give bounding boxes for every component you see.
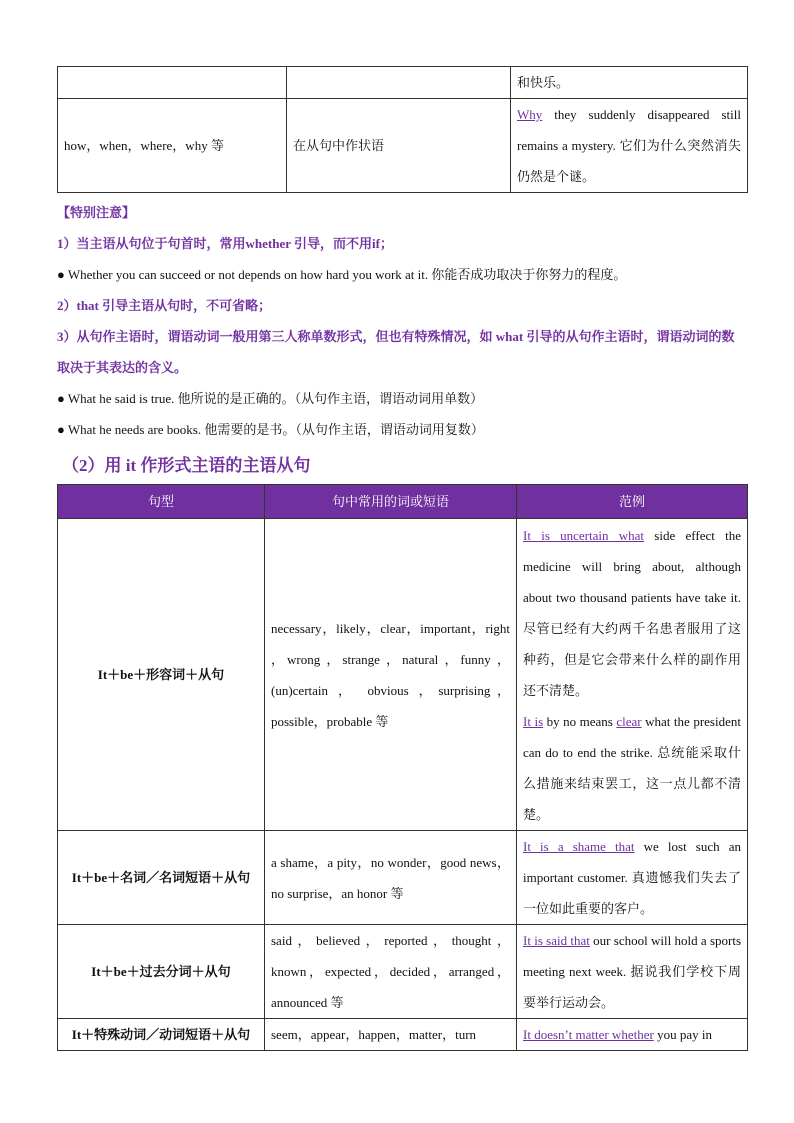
underlined-keyword: clear — [616, 713, 642, 729]
example-1: ● Whether you can succeed or not depends on how hard you work at it. 你能否成功取决于你努力的程度。 — [57, 267, 627, 282]
table1-function-cell: 在从句中作状语 — [287, 99, 511, 193]
example-cell — [517, 831, 748, 925]
pattern-cell: It＋be＋形容词＋从句 — [58, 519, 265, 831]
example-text: you pay in — [653, 1027, 712, 1042]
example-text: they suddenly disappeared still remains a mystery. 它们为什么突然消失仍然是个谜。 — [517, 107, 741, 184]
underlined-keyword: It is a shame that — [523, 839, 635, 854]
note-3: 3）从句作主语时，谓语动词一般用第三人称单数形式，但也有特殊情况，如 what 引导的从句作主语时，谓语动词的数取决于其表达的含义。 — [57, 329, 735, 375]
words-cell: necessary，likely，clear，important，right ，wrong ，strange ，natural ，funny ， (un)certain ， obvious ，surprising，possible，probable 等 — [265, 519, 517, 831]
example-text: by no means — [543, 713, 617, 729]
example-3: ● What he needs are books. 他需要的是书。（从句作主语，谓语动词用复数） — [57, 422, 484, 437]
example-cell — [517, 925, 748, 1019]
it-subject-table — [57, 484, 748, 1051]
words-cell: seem，appear，happen，matter，turn — [265, 1019, 517, 1051]
pattern-cell: It＋be＋名词／名词短语＋从句 — [58, 831, 265, 925]
underlined-keyword: It is uncertain what — [523, 527, 645, 543]
words-cell: said，believed，reported，thought，known，expected，decided，arranged，announced 等 — [265, 925, 517, 1019]
header-words: 句中常用的词或短语 — [265, 485, 517, 519]
table1-example-tail: 和快乐。 — [511, 67, 748, 99]
underlined-keyword: It is said that — [523, 933, 590, 948]
note-1: 1）当主语从句位于句首时，常用whether 引导，而不用if； — [57, 236, 393, 251]
table1-cell-empty — [287, 67, 511, 99]
table1-connective-cell: how，when，where，why 等 — [58, 99, 287, 193]
example-paragraph — [523, 706, 741, 830]
header-example: 范例 — [517, 485, 748, 519]
underlined-keyword: It doesn’t matter whether — [523, 1027, 654, 1042]
example-2: ● What he said is true. 他所说的是正确的。（从句作主语，谓语动词用单数） — [57, 391, 484, 406]
notes-title: 【特别注意】 — [57, 205, 136, 220]
special-notes — [57, 197, 747, 445]
underlined-keyword: It is — [523, 713, 544, 729]
example-cell — [517, 1019, 748, 1051]
header-pattern: 句型 — [58, 485, 265, 519]
example-text: we lost such an important customer. 真遗憾我们失去了一位如此重要的客户。 — [523, 839, 742, 916]
words-cell: a shame，a pity，no wonder，good news，no surprise，an honor 等 — [265, 831, 517, 925]
underlined-keyword: Why — [517, 107, 543, 122]
table1-example-cell — [511, 99, 748, 193]
example-text: what the president can do to end the strike. 总统能采取什么措施来结束罢工，这一点儿都不清楚。 — [523, 713, 741, 822]
example-text: our school will hold a sports meeting next week. 据说我们学校下周要举行运动会。 — [523, 933, 742, 1010]
pattern-cell: It＋特殊动词／动词短语＋从句 — [58, 1019, 265, 1051]
clause-table-continued — [57, 66, 748, 193]
note-2: 2）that 引导主语从句时，不可省略； — [57, 298, 272, 313]
example-text: side effect the medicine will bring about, although about two thousand patients have take it. 尽管已经有大约两千名患者服用了这种药，但是它会带来什么样的副作用还不清楚。 — [523, 527, 742, 698]
example-paragraph — [523, 520, 741, 706]
pattern-cell: It＋be＋过去分词＋从句 — [58, 925, 265, 1019]
example-cell — [517, 519, 748, 831]
section-heading: （2）用 it 作形式主语的主语从句 — [62, 456, 311, 475]
table1-cell-empty — [58, 67, 287, 99]
